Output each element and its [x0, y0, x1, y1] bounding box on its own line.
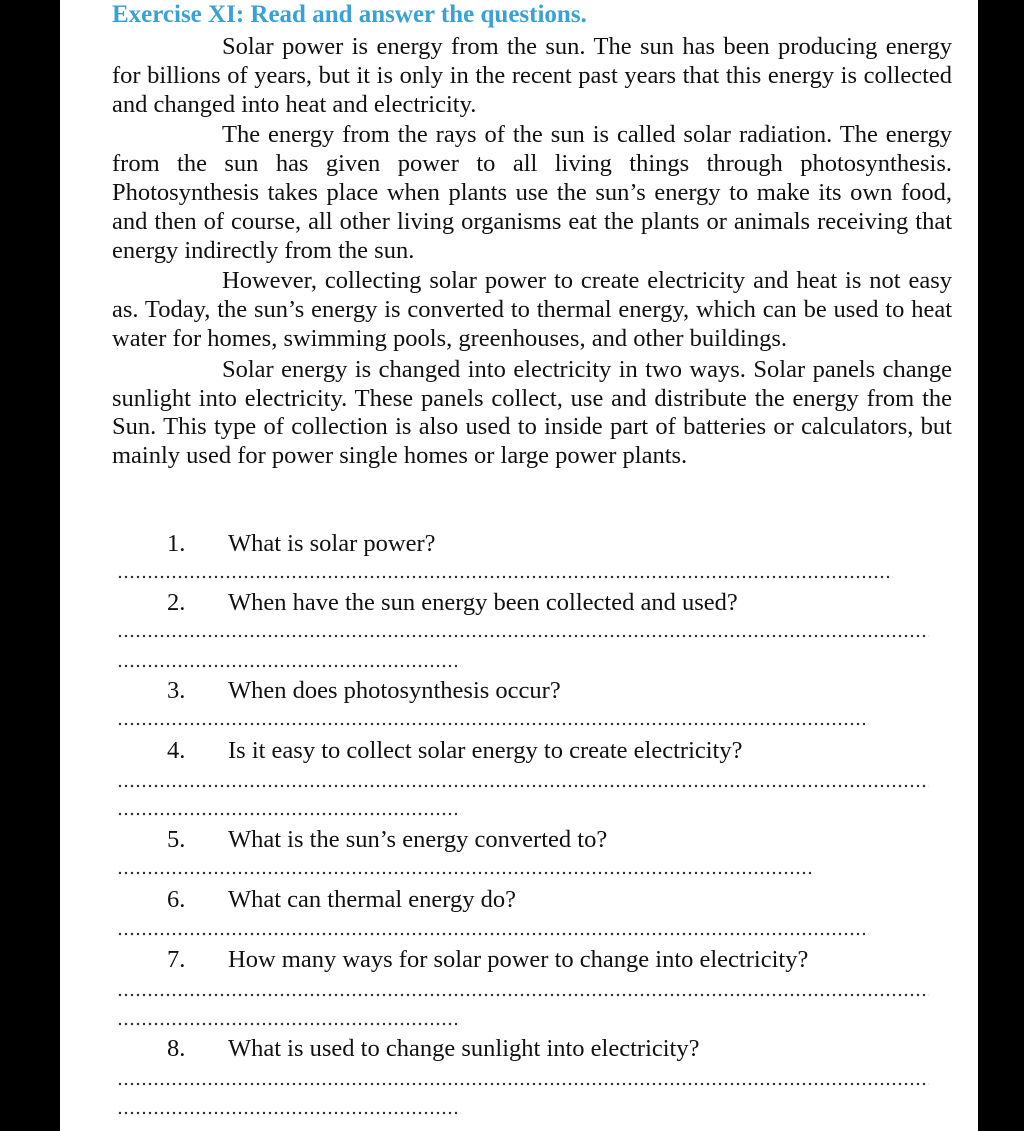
- answer-line[interactable]: [117, 871, 815, 875]
- question-text: What is the sun’s energy converted to?: [228, 826, 608, 853]
- question-text: Is it easy to collect solar energy to create electricity?: [228, 737, 743, 764]
- question-number: 7.: [167, 946, 186, 973]
- question-text: What is solar power?: [228, 530, 436, 557]
- answer-line[interactable]: [117, 634, 929, 638]
- question-number: 3.: [167, 677, 186, 704]
- question-1: [167, 529, 436, 559]
- question-number: 6.: [167, 886, 186, 913]
- exercise-title: Exercise XI: Read and answer the questions.: [112, 1, 587, 28]
- question-text: What can thermal energy do?: [228, 886, 516, 913]
- passage-paragraph: However, collecting solar power to create electricity and heat is not easy as. Today, the sun’s energy is converted to thermal energy, which can be used to heat water for homes, swimming pools, greenhouses, and other buildings.: [112, 267, 952, 352]
- photo-border: [978, 0, 1024, 1131]
- question-4: [167, 736, 743, 766]
- question-number: 4.: [167, 737, 186, 764]
- question-text: When have the sun energy been collected and used?: [228, 589, 738, 616]
- answer-line[interactable]: [117, 812, 461, 816]
- question-7: [167, 945, 808, 975]
- answer-line[interactable]: [117, 932, 869, 936]
- question-number: 2.: [167, 589, 186, 616]
- passage-paragraph: The energy from the rays of the sun is called solar radiation. The energy from the sun has given power to all living things through photosynthesis. Photosynthesis takes place when plants use the sun’s energy to make its own food, and then of course, all other living organisms eat the plants or animals receiving that energy indirectly from the sun.: [112, 121, 952, 264]
- answer-line[interactable]: [117, 1082, 929, 1086]
- question-6: [167, 885, 516, 915]
- passage-paragraph: Solar energy is changed into electricity in two ways. Solar panels change sunlight into electricity. These panels collect, use and distribute the energy from the Sun. This type of collection is also used to inside part of batteries or calculators, but mainly used for power single homes or large power plants.: [112, 355, 952, 470]
- reading-passage: [112, 33, 952, 473]
- question-number: 5.: [167, 826, 186, 853]
- answer-line[interactable]: [117, 722, 869, 726]
- question-text: What is used to change sunlight into electricity?: [228, 1035, 700, 1062]
- question-8: [167, 1034, 700, 1064]
- question-number: 8.: [167, 1035, 186, 1062]
- worksheet-page: [60, 0, 978, 1131]
- answer-line[interactable]: [117, 664, 461, 668]
- question-text: When does photosynthesis occur?: [228, 677, 561, 704]
- question-5: [167, 825, 607, 855]
- question-3: [167, 676, 561, 706]
- answer-line[interactable]: [117, 1111, 461, 1115]
- answer-line[interactable]: [117, 575, 893, 579]
- answer-line[interactable]: [117, 1022, 461, 1026]
- question-2: [167, 588, 738, 618]
- question-text: How many ways for solar power to change into electricity?: [228, 946, 809, 973]
- question-number: 1.: [167, 530, 186, 557]
- answer-line[interactable]: [117, 784, 929, 788]
- passage-paragraph: Solar power is energy from the sun. The sun has been producing energy for billions of years, but it is only in the recent past years that this energy is collected and changed into heat and electricity.: [112, 33, 952, 118]
- answer-line[interactable]: [117, 993, 929, 997]
